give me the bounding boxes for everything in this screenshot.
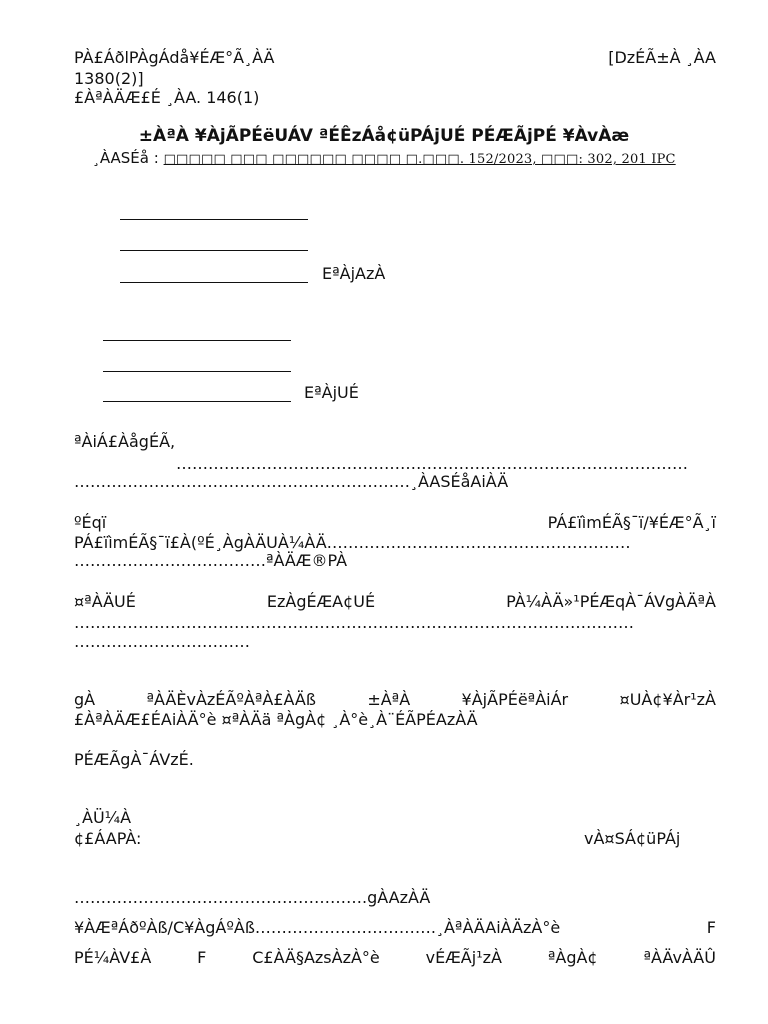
receipt-line: ……………………………………………….gÀAzÀÄ <box>74 888 431 907</box>
paragraph-2-line-1 <box>74 513 716 533</box>
last-line-word-2: F <box>197 948 207 967</box>
paragraph-3-word-1: ¤ªÀÄUÉ <box>74 592 136 611</box>
sender-blank-line-2 <box>120 250 308 251</box>
paragraph-3-line-2: …………………………………………………………………………………………… <box>74 613 634 632</box>
paragraph-3-line-1 <box>74 592 716 612</box>
date-label: ¢£ÁAPÀ: <box>74 829 142 848</box>
document-title: ±ÀªÀ ¥ÀjÃPÉëUÁV ªÉÊzÁå¢üPÁjUÉ PÉÆÃjPÉ ¥ÀvÀæ <box>138 126 630 146</box>
last-line-word-6: ªÀÄvÀÄÛ <box>643 948 716 967</box>
recipient-blank-line-1 <box>103 340 291 341</box>
paragraph-4-word-2: ªÀÄÈvÀzÉÃºÀªÀ£ÀÄß <box>146 690 316 709</box>
paragraph-4-word-3: ±ÀªÀ <box>367 690 411 709</box>
header-order-ref-continued: 1380(2)] <box>74 69 144 88</box>
recipient-blank-line-2 <box>103 371 291 372</box>
last-line-word-1: PÉ¼ÀV£À <box>74 948 152 967</box>
paragraph-2-word-2: PÁ£ïìmÉÃ§¯ï/¥ÉÆ°Ã¸ï <box>547 513 716 532</box>
header-form-number: £ÀªÀÄÆ£É ¸ÀA. 146(1) <box>74 88 260 107</box>
sender-blank-line-1 <box>120 219 308 220</box>
case-number-value: □□□□□ □□□ □□□□□□ □□□□ □.□□□. 152/2023, □□□: 302, 201 IPC <box>163 152 676 167</box>
time-line <box>74 918 716 938</box>
case-number-label: ¸ÀASÉå : <box>92 149 159 167</box>
place-label: ¸ÀÜ¼À <box>74 808 132 827</box>
sender-suffix: EªÀjAzÀ <box>322 264 386 283</box>
paragraph-5: PÉÆÃgÀ¯ÁVzÉ. <box>74 750 194 769</box>
header-office-name: PÀ£ÁðlPÀgÁdå¥ÉÆ°Ã¸ÀÄ <box>74 48 275 67</box>
paragraph-2-word-1: ºÉqï <box>74 513 107 532</box>
salutation: ªÀiÁ£ÀågÉÃ, <box>74 432 176 451</box>
last-line <box>74 948 716 968</box>
paragraph-4-word-4: ¥ÀjÃPÉëªÀiÁr <box>461 690 569 709</box>
time-line-end: F <box>706 918 716 937</box>
paragraph-1-line-2: ………………………………………………………¸ÀASÉåAiÀÄ <box>74 472 509 491</box>
recipient-blank-line-3 <box>103 401 291 402</box>
paragraph-2-line-2: PÁ£ïìmÉÃ§¯ï£À(ºÉ¸ÀgÀÄUÀ¼ÀÄ………………………………………………… <box>74 533 631 552</box>
paragraph-4-word-5: ¤UÀ¢¥Àr¹zÀ <box>619 690 716 709</box>
paragraph-4-word-1: gÀ <box>74 690 96 709</box>
paragraph-4-line-1 <box>74 690 716 710</box>
header-order-ref: [DzÉÃ±À ¸ÀA <box>608 48 716 67</box>
last-line-word-4: vÉÆÃj¹zÀ <box>425 948 502 967</box>
paragraph-3-word-2: EzÀgÉÆA¢UÉ <box>266 592 376 611</box>
time-line-text: ¥ÀÆªÁðºÀß/C¥ÀgÁºÀß…………………………….¸ÀªÀÄAiÀÄzÀ°è <box>74 918 561 937</box>
sender-blank-line-3 <box>120 282 308 283</box>
last-line-word-5: ªÀgÀ¢ <box>547 948 598 967</box>
paragraph-1-line-1: …………………………………………………………………………………… <box>176 454 688 473</box>
paragraph-3-line-3: …………………………… <box>74 632 250 651</box>
last-line-word-3: C£ÀÄ§AzsÀzÀ°è <box>252 948 380 967</box>
case-number-line <box>0 149 768 169</box>
paragraph-2-line-3: ………………………………ªÀÄÆ®PÀ <box>74 551 348 570</box>
signature-label: vÀ¤SÁ¢üPÁj <box>584 829 681 848</box>
recipient-suffix: EªÀjUÉ <box>304 383 359 402</box>
paragraph-4-line-2: £ÀªÀÄÆ£ÉAiÀÄ°è ¤ªÀÄä ªÀgÀ¢ ¸À°è¸À¨ÉÃPÉAzÀÄ <box>74 710 478 729</box>
paragraph-3-word-3: PÀ¼ÀÄ»¹PÉÆqÀ¯ÁVgÀÄªÀ <box>506 592 716 611</box>
